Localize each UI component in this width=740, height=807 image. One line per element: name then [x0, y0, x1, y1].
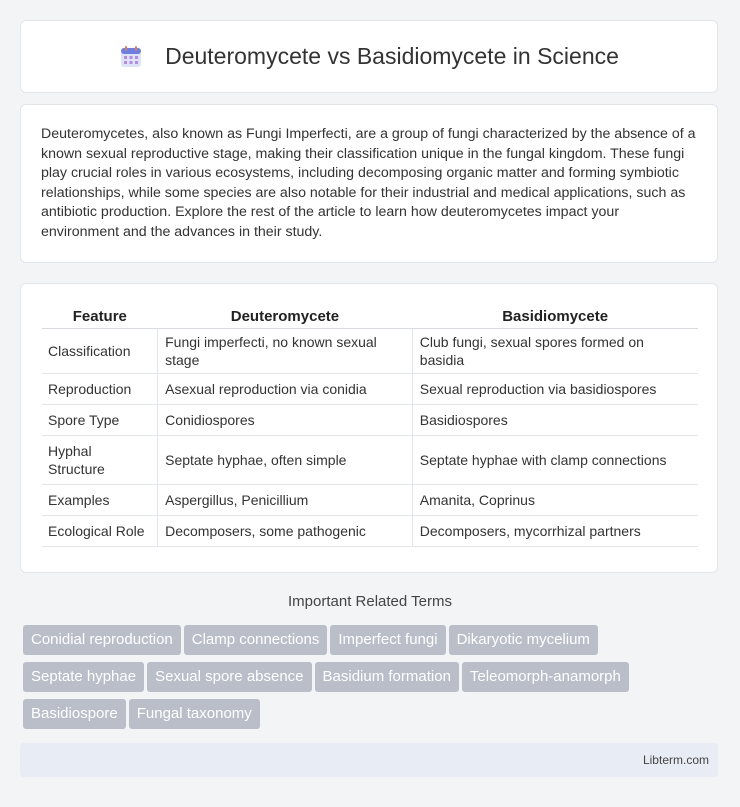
cell-deuteromycete: Conidiospores	[158, 405, 413, 436]
cell-deuteromycete: Fungi imperfecti, no known sexual stage	[158, 329, 413, 374]
header-card	[20, 20, 718, 93]
tag-septate-hyphae[interactable]: Septate hyphae	[23, 662, 144, 692]
tag-teleomorph-anamorph[interactable]: Teleomorph-anamorph	[462, 662, 629, 692]
footer-site-link[interactable]: Libterm.com	[642, 753, 709, 767]
calendar-icon	[119, 45, 143, 69]
cell-basidiomycete: Decomposers, mycorrhizal partners	[412, 516, 698, 547]
cell-feature: Hyphal Structure	[42, 436, 158, 485]
table-row	[42, 485, 698, 516]
table-header-row	[42, 304, 698, 329]
tag-sexual-spore-absence[interactable]: Sexual spore absence	[147, 662, 311, 692]
cell-feature: Examples	[42, 485, 158, 516]
tag-basidiospore[interactable]: Basidiospore	[23, 699, 126, 729]
cell-deuteromycete: Septate hyphae, often simple	[158, 436, 413, 485]
table-row	[42, 329, 698, 374]
table-row	[42, 374, 698, 405]
cell-basidiomycete: Sexual reproduction via basidiospores	[412, 374, 698, 405]
related-terms-list	[23, 625, 723, 736]
tag-fungal-taxonomy[interactable]: Fungal taxonomy	[129, 699, 260, 729]
footer	[20, 743, 718, 777]
cell-basidiomycete: Basidiospores	[412, 405, 698, 436]
tag-dikaryotic-mycelium[interactable]: Dikaryotic mycelium	[449, 625, 598, 655]
header-basidiomycete: Basidiomycete	[412, 304, 698, 329]
tag-clamp-connections[interactable]: Clamp connections	[184, 625, 328, 655]
cell-basidiomycete: Amanita, Coprinus	[412, 485, 698, 516]
comparison-card	[20, 283, 718, 573]
comparison-table	[42, 304, 698, 547]
header-feature: Feature	[42, 304, 158, 329]
cell-deuteromycete: Decomposers, some pathogenic	[158, 516, 413, 547]
intro-text: Deuteromycetes, also known as Fungi Imperfecti, are a group of fungi characterized by the absence of a known sexual reproductive stage, making their classification unique in the fungal kingdom. These fungi play crucial roles in various ecosystems, including decomposing organic matter and forming symbiotic relationships, while some species are also notable for their industrial and medical applications, such as antibiotic production. Explore the rest of the article to learn how deuteromycetes impact your environment and the advances in their study.	[41, 126, 696, 240]
cell-feature: Classification	[42, 329, 158, 374]
table-row	[42, 516, 698, 547]
cell-deuteromycete: Asexual reproduction via conidia	[158, 374, 413, 405]
cell-feature: Ecological Role	[42, 516, 158, 547]
page-title: Deuteromycete vs Basidiomycete in Science	[165, 43, 619, 69]
cell-feature: Spore Type	[42, 405, 158, 436]
cell-basidiomycete: Club fungi, sexual spores formed on basidia	[412, 329, 698, 374]
cell-deuteromycete: Aspergillus, Penicillium	[158, 485, 413, 516]
tag-conidial-reproduction[interactable]: Conidial reproduction	[23, 625, 181, 655]
cell-feature: Reproduction	[42, 374, 158, 405]
table-row	[42, 436, 698, 485]
table-row	[42, 405, 698, 436]
header-deuteromycete: Deuteromycete	[158, 304, 413, 329]
intro-card	[20, 104, 718, 263]
cell-basidiomycete: Septate hyphae with clamp connections	[412, 436, 698, 485]
tag-basidium-formation[interactable]: Basidium formation	[315, 662, 459, 692]
related-terms-title: Important Related Terms	[288, 593, 452, 610]
tag-imperfect-fungi[interactable]: Imperfect fungi	[330, 625, 445, 655]
